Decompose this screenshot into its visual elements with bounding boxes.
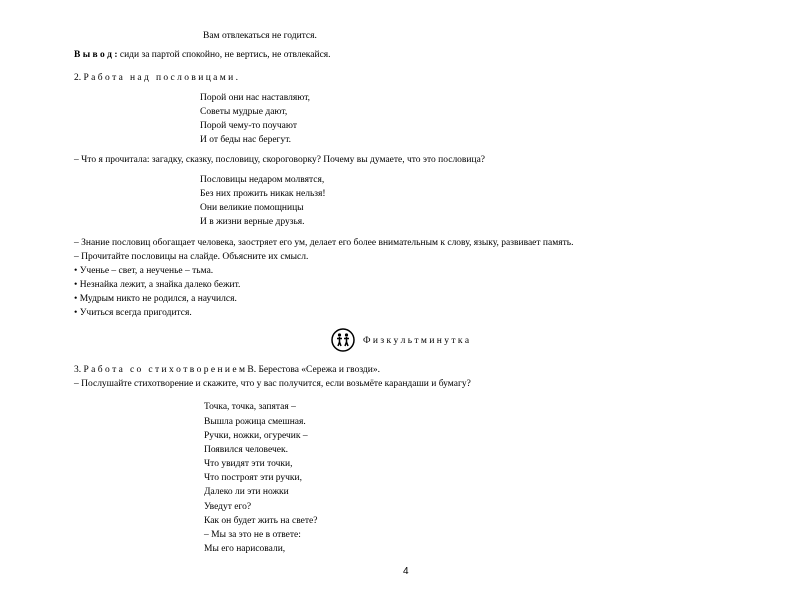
poem-1-line: И от беды нас берегут. — [200, 135, 292, 145]
section-2-title: Р а б о т а н а д п о с л о в и ц а м и . — [83, 73, 238, 83]
poem-3-line: Уведут его? — [204, 502, 252, 512]
poem-1-line: Порой чему-то поучают — [200, 121, 297, 131]
poem-2-line: Они великие помощницы — [200, 203, 304, 213]
bullet: • — [74, 308, 78, 318]
poem-1-line: Порой они нас наставляют, — [200, 93, 311, 103]
proverb-text: Учиться всегда пригодится. — [79, 308, 192, 318]
proverb-item — [74, 293, 237, 305]
section-2-number: 2. — [74, 73, 82, 83]
bullet: • — [74, 280, 78, 290]
poem-2-line: Пословицы недаром молвятся, — [200, 175, 325, 185]
proverb-text: Мудрым никто не родился, а научился. — [79, 294, 237, 304]
conclusion-prefix: В ы в о д : — [74, 50, 118, 60]
instruction-text: – Прочитайте пословицы на слайде. Объясните их смысл. — [74, 252, 309, 262]
section-3-title: Р а б о т а с о с т и х о т в о р е н и е м — [83, 365, 245, 375]
proverb-text: Незнайка лежит, а знайка далеко бежит. — [79, 280, 241, 290]
proverb-text: Ученье – свет, а неученье – тьма. — [79, 266, 214, 276]
poem-1-line: Советы мудрые дают, — [200, 107, 288, 117]
section-3-author: В. Берестова «Сережа и гвозди». — [245, 365, 380, 375]
section-2-heading — [74, 72, 238, 84]
conclusion — [74, 49, 331, 61]
question-2: – Послушайте стихотворение и скажите, что у вас получится, если возьмёте карандаши и бумагу? — [74, 379, 471, 389]
poem-3-line: Что построят эти ручки, — [204, 473, 303, 483]
bullet: • — [74, 294, 78, 304]
section-3-number: 3. — [74, 365, 82, 375]
poem-3-line: Точка, точка, запятая – — [204, 402, 296, 412]
poem-3-line: Вышла рожица смешная. — [204, 417, 306, 427]
proverb-item — [74, 265, 213, 277]
poem-3-line: Как он будет жить на свете? — [204, 516, 318, 526]
proverb-item — [74, 307, 192, 319]
poem-3-line: Появился человечек. — [204, 445, 288, 455]
conclusion-text: сиди за партой спокойно, не вертись, не отвлекайся. — [117, 50, 331, 60]
knowledge-text: – Знание пословиц обогащает человека, заостряет его ум, делает его более внимательным к слову, языку, развивает память. — [74, 238, 574, 248]
proverb-item — [74, 279, 240, 291]
exercise-children-icon — [331, 328, 355, 352]
bullet: • — [74, 266, 78, 276]
poem-3-line: Что увидят эти точки, — [204, 459, 293, 469]
poem-3-line: Мы его нарисовали, — [204, 544, 286, 554]
fizminutka-label: Ф и з к у л ь т м и н у т к а — [363, 336, 470, 346]
question-1: – Что я прочитала: загадку, сказку, пословицу, скороговорку? Почему вы думаете, что это пословица? — [74, 155, 486, 165]
intro-line: Вам отвлекаться не годится. — [203, 31, 317, 41]
poem-2-line: И в жизни верные друзья. — [200, 217, 305, 227]
poem-2-line: Без них прожить никак нельзя! — [200, 189, 326, 199]
poem-3-line: Ручки, ножки, огуречик – — [204, 431, 308, 441]
section-3-heading — [74, 364, 380, 376]
page-number: 4 — [403, 566, 409, 577]
poem-3-line: Далеко ли эти ножки — [204, 487, 289, 497]
poem-3-line: – Мы за это не в ответе: — [204, 530, 301, 540]
